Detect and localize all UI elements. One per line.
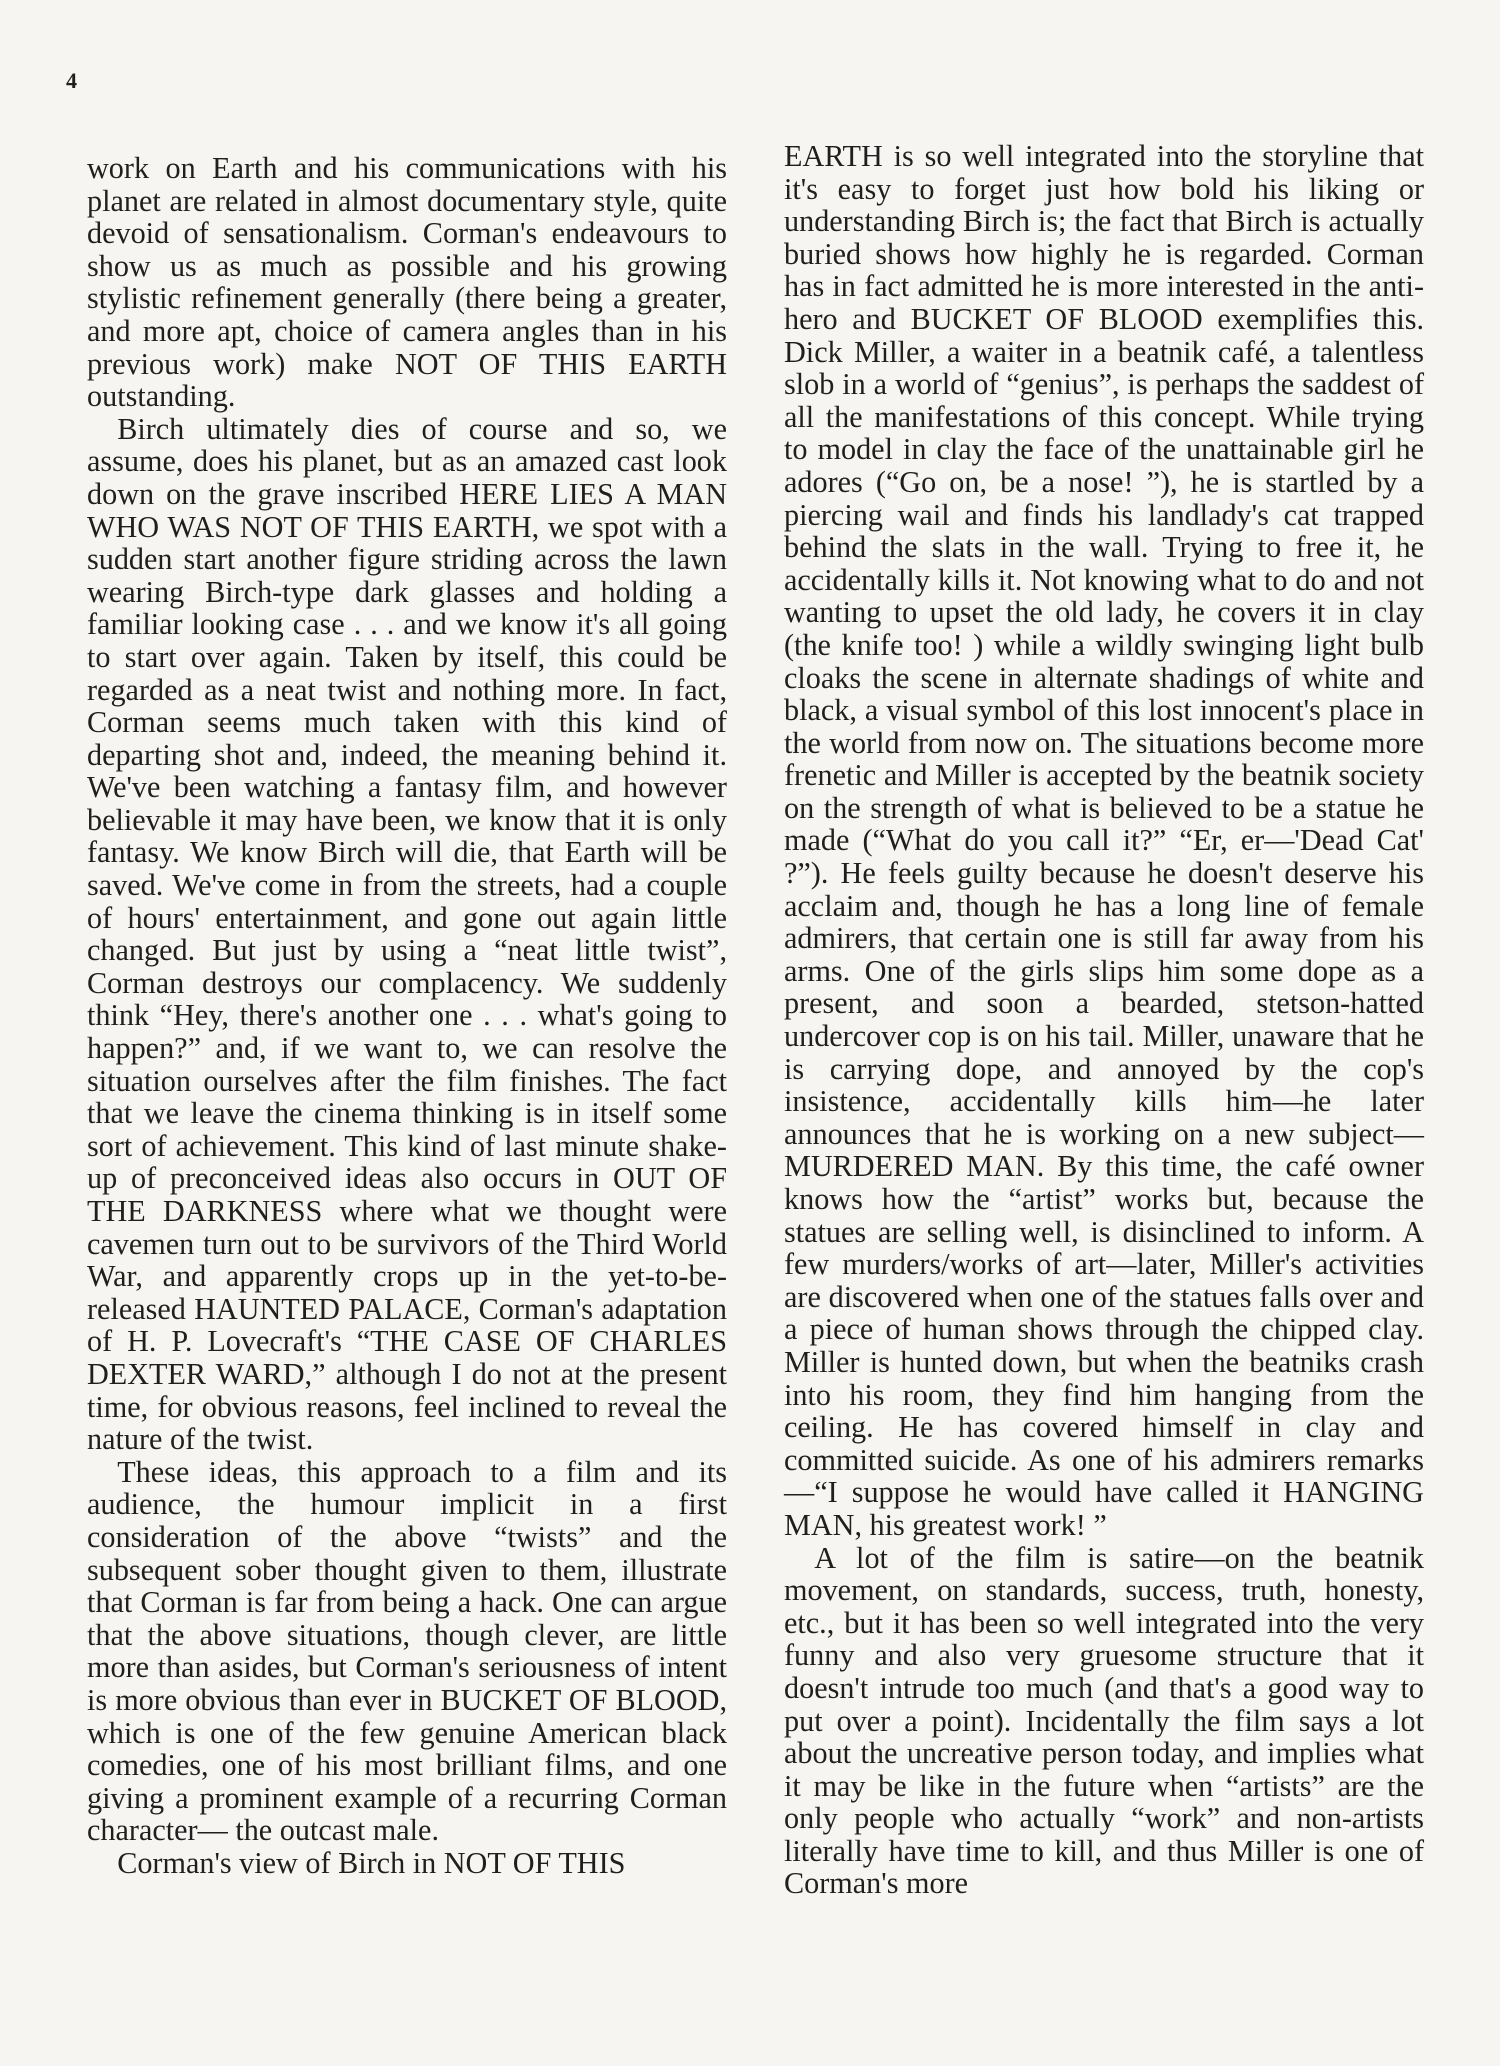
paragraph: These ideas, this approach to a film and its audience, the humour implicit in a first consideration of the above “twists” and the subsequent sober thought given to them, illustrate that Corman is far from being a hack. One can argue that the above situations, though clever, are little more than asides, but Corman's seriousness of intent is more obvious than ever in BUCKET OF BLOOD, which is one of the few genuine American black comedies, one of his most brilliant films, and one giving a prominent example of a recurring Corman character— the outcast male. xyxy=(87,1454,727,1848)
page-number: 4 xyxy=(66,68,77,93)
paragraph: EARTH is so well integrated into the storyline that it's easy to forget just how bold his liking or understanding Birch is; the fact that Birch is actually buried shows how highly he is regarded. Corman has in fact admitted he is more interested in the anti-hero and BUCKET OF BLOOD exemplifies this. Dick Miller, a waiter in a beatnik café, a talentless slob in a world of “genius”, is perhaps the saddest of all the manifestations of this concept. While trying to model in clay the face of the unattainable girl he adores (“Go on, be a nose! ”), he is startled by a piercing wail and finds his landlady's cat trapped behind the slats in the wall. Trying to free it, he accidentally kills it. Not knowing what to do and not wanting to upset the old lady, he covers it in clay (the knife too! ) while a wildly swinging light bulb cloaks the scene in alternate shadings of white and black, a visual symbol of this lost innocent's place in the world from now on. The situations become more frenetic and Miller is accepted by the beatnik society on the strength of what is believed to be a statue he made (“What do you call it?” “Er, er—'Dead Cat' ?”). He feels guilty because he doesn't deserve his acclaim and, though he has a long line of female admirers, that certain one is still far away from his arms. One of the girls slips him some dope as a present, and soon a bearded, stetson-hatted undercover cop is on his tail. Miller, unaware that he is carrying dope, and annoyed by the cop's insistence, accidentally kills him—he later announces that he is working on a new subject—MURDERED MAN. By this time, the café owner knows how the “artist” works but, because the statues are selling well, is disinclined to inform. A few murders/works of art—later, Miller's activities are discovered when one of the statues falls over and a piece of human shows through the chipped clay. Miller is hunted down, but when the beatniks crash into his room, they find him hanging from the ceiling. He has covered himself in clay and committed suicide. As one of his admirers remarks—“I suppose he would have called it HANGING MAN, his greatest work! ” xyxy=(784,139,1424,1542)
paragraph: Corman's view of Birch in NOT OF THIS xyxy=(117,1845,626,1880)
left-column xyxy=(87,152,727,1879)
paragraph: work on Earth and his communications with his planet are related in almost documentary style, quite devoid of sensationalism. Corman's endeavours to show us as much as possible and his growing stylistic refinement generally (there being a greater, and more apt, choice of camera angles than in his previous work) make NOT OF THIS EARTH outstanding. xyxy=(87,151,727,414)
paragraph: Birch ultimately dies of course and so, we assume, does his planet, but as an amazed cast look down on the grave inscribed HERE LIES A MAN WHO WAS NOT OF THIS EARTH, we spot with a sudden start another figure striding across the lawn wearing Birch-type dark glasses and holding a familiar looking case . . . and we know it's all going to start over again. Taken by itself, this could be regarded as a neat twist and nothing more. In fact, Corman seems much taken with this kind of departing shot and, indeed, the meaning behind it. We've been watching a fantasy film, and however believable it may have been, we know that it is only fantasy. We know Birch will die, that Earth will be saved. We've come in from the streets, had a couple of hours' entertainment, and gone out again little changed. But just by using a “neat little twist”, Corman destroys our complacency. We suddenly think “Hey, there's another one . . . what's going to happen?” and, if we want to, we can resolve the situation ourselves after the film finishes. The fact that we leave the cinema thinking is in itself some sort of achievement. This kind of last minute shake-up of preconceived ideas also occurs in OUT OF THE DARKNESS where what we thought were cavemen turn out to be survivors of the Third World War, and apparently crops up in the yet-to-be-released HAUNTED PALACE, Corman's adaptation of H. P. Lovecraft's “THE CASE OF CHARLES DEXTER WARD,” although I do not at the present time, for obvious reasons, feel inclined to reveal the nature of the twist. xyxy=(87,411,727,1457)
paragraph: A lot of the film is satire—on the beatnik movement, on standards, success, truth, honesty, etc., but it has been so well integrated into the very funny and also very gruesome structure that it doesn't intrude too much (and that's a good way to put over a point). Incidentally the film says a lot about the uncreative person today, and implies what it may be like in the future when “artists” are the only people who actually “work” and non-artists literally have time to kill, and thus Miller is one of Corman's more xyxy=(784,1540,1424,1901)
right-column xyxy=(784,140,1424,1900)
